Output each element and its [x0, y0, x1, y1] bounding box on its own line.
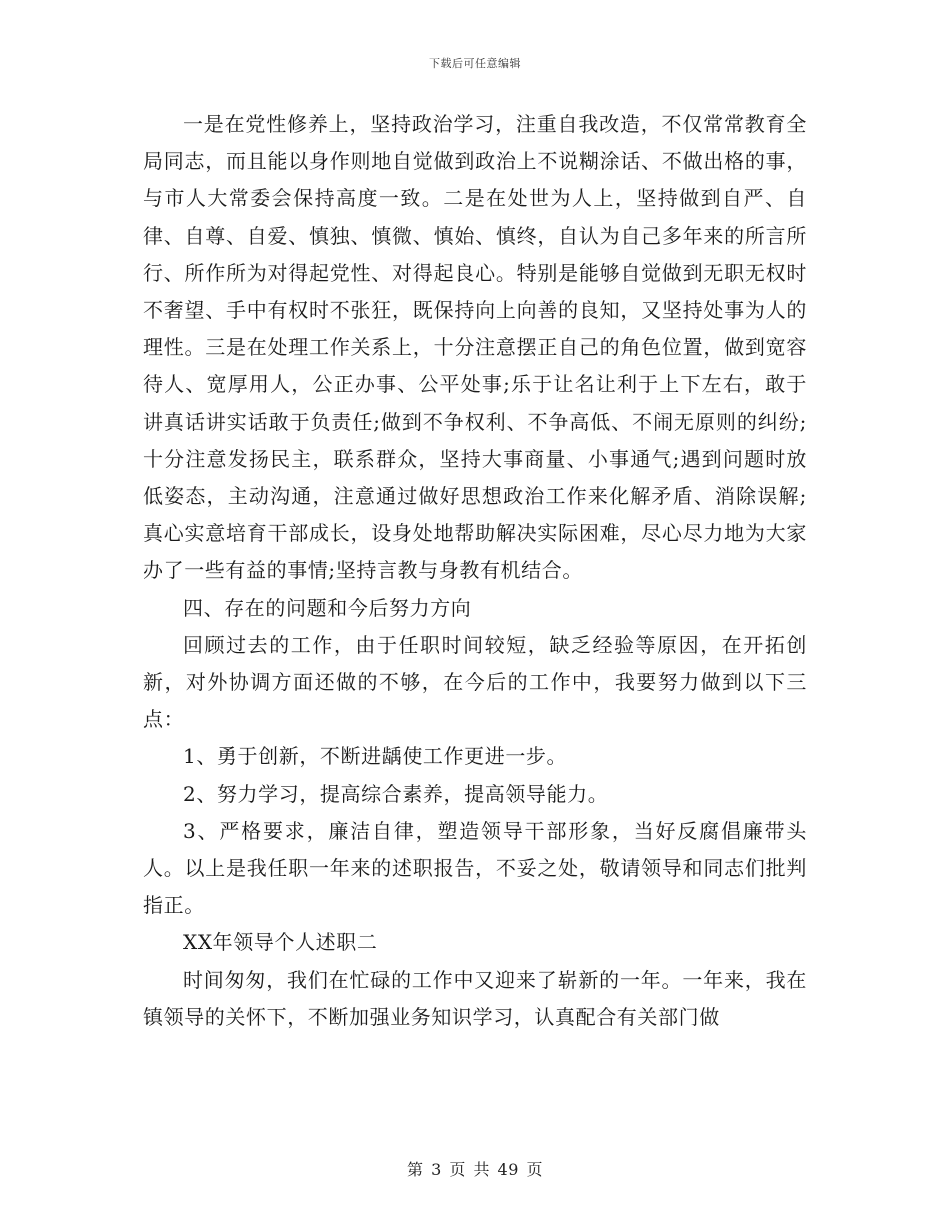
- list-item-innovation: 1、勇于创新，不断进龋使工作更进一步。: [183, 744, 568, 769]
- section-heading-report-two: XX年领导个人述职二: [183, 930, 378, 955]
- page-header: 下载后可任意编辑: [429, 57, 521, 70]
- paragraph-time-flies: 时间匆匆，我们在忙碌的工作中又迎来了崭新的一年。一年来，我在镇领导的关怀下，不断加强业务知识学习，认真配合有关部门做: [143, 967, 807, 1029]
- list-item-discipline: 3、严格要求，廉洁自律，塑造领导干部形象，当好反腐倡廉带头人。以上是我任职一年来的述职报告，不妥之处，敬请领导和同志们批判指正。: [143, 818, 807, 918]
- section-heading-problems: 四、存在的问题和今后努力方向: [183, 595, 472, 620]
- paragraph-review: 回顾过去的工作，由于任职时间较短，缺乏经验等原因，在开拓创新，对外协调方面还做的不够，在今后的工作中，我要努力做到以下三点：: [143, 632, 807, 732]
- list-item-study: 2、努力学习，提高综合素养，提高领导能力。: [183, 781, 609, 806]
- paragraph-party-spirit: 一是在党性修养上，坚持政治学习，注重自我改造，不仅常常教育全局同志，而且能以身作则地自觉做到政治上不说糊涂话、不做出格的事，与市人大常委会保持高度一致。二是在处世为人上，坚持做到自严、自律、自尊、自爱、慎独、慎微、慎始、慎终，自认为自己多年来的所言所行、所作所为对得起党性、对得起良心。特别是能够自觉做到无职无权时不奢望、手中有权时不张狂，既保持向上向善的良知，又坚持处事为人的理性。三是在处理工作关系上，十分注意摆正自己的角色位置，做到宽容待人、宽厚用人，公正办事、公平处事;乐于让名让利于上下左右，敢于讲真话讲实话敢于负责任;做到不争权利、不争高低、不闹无原则的纠纷;十分注意发扬民主，联系群众，坚持大事商量、小事通气;遇到问题时放低姿态，主动沟通，注意通过做好思想政治工作来化解矛盾、消除误解;真心实意培育干部成长，设身处地帮助解决实际困难，尽心尽力地为大家办了一些有益的事情;坚持言教与身教有机结合。: [143, 112, 807, 583]
- page-footer-page-number: 第 3 页 共 49 页: [407, 1160, 543, 1179]
- document-body: [143, 106, 807, 1036]
